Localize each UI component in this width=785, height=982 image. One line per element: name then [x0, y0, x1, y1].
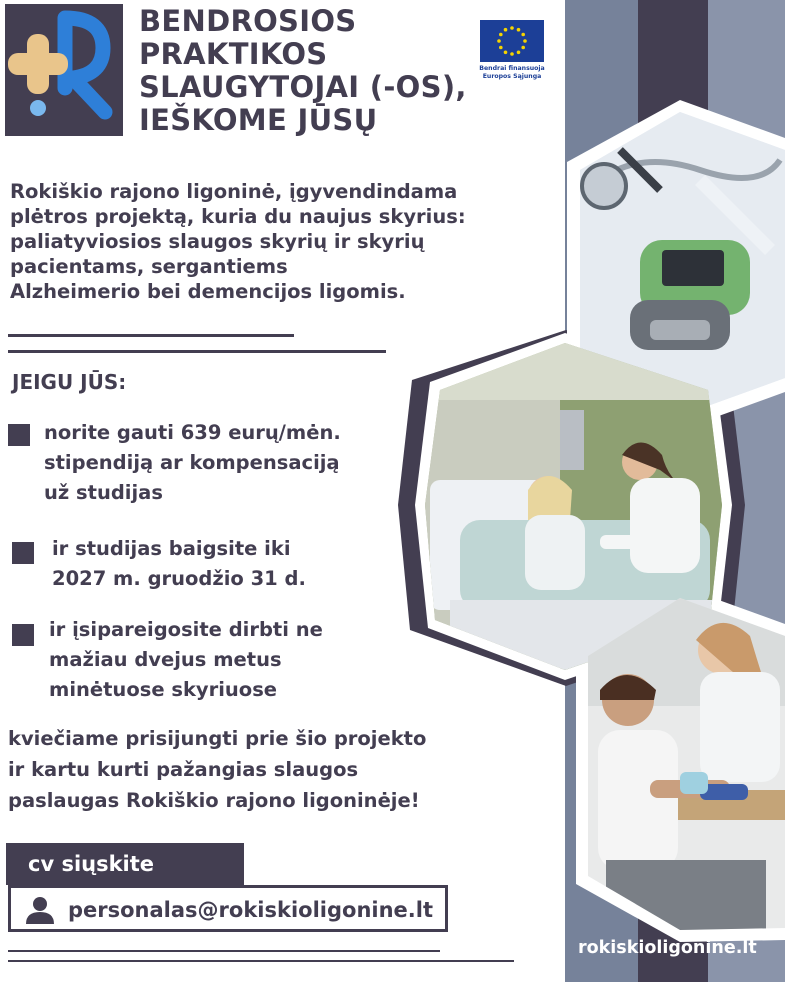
bullet-square-icon: [8, 424, 30, 446]
closing-line: ir kartu kurti pažangias slaugos: [8, 758, 359, 781]
condition-line: minėtuose skyriuose: [49, 678, 278, 701]
title-line: BENDROSIOS: [139, 4, 357, 38]
divider-line: [8, 350, 386, 353]
intro-paragraph: [10, 179, 570, 304]
email-address-link[interactable]: personalas@rokiskioligonine.lt: [68, 898, 433, 922]
closing-paragraph: [8, 723, 426, 816]
website-link[interactable]: rokiskioligonine.lt: [578, 938, 757, 958]
conditions-heading: JEIGU JŪS:: [12, 370, 127, 394]
condition-text: [44, 418, 341, 508]
intro-line: Rokiškio rajono ligoninė, įgyvendindama: [10, 180, 458, 203]
hospital-logo: [5, 4, 123, 136]
intro-line: Alzheimerio bei demencijos ligomis.: [10, 280, 406, 303]
eu-flag-icon: [480, 20, 544, 62]
condition-text: [52, 534, 306, 594]
intro-line: pacientams, sergantiems: [10, 255, 288, 278]
divider-line: [8, 334, 294, 337]
eu-caption: [478, 65, 546, 80]
eu-cofunding-badge: [478, 20, 546, 80]
title-line: IEŠKOME JŪSŲ: [139, 103, 378, 137]
condition-text: [49, 615, 323, 705]
divider-line: [8, 960, 514, 962]
email-contact-box[interactable]: [8, 885, 448, 932]
condition-line: norite gauti 639 eurų/mėn.: [44, 421, 341, 444]
poster-title: [139, 5, 499, 137]
closing-line: kviečiame prisijungti prie šio projekto: [8, 727, 427, 750]
condition-line: mažiau dvejus metus: [49, 648, 282, 671]
hospital-cross-r-logo-icon: [5, 4, 123, 136]
eu-caption-line: Europos Sąjunga: [482, 72, 542, 80]
title-line: SLAUGYTOJAI (-OS),: [139, 70, 467, 104]
intro-line: plėtros projektą, kuria du naujus skyrius:: [10, 205, 466, 228]
condition-line: ir įsipareigosite dirbti ne: [49, 618, 323, 641]
cv-label: cv siųskite: [6, 843, 244, 885]
person-icon: [25, 896, 55, 924]
title-line: PRAKTIKOS: [139, 37, 328, 71]
condition-line: už studijas: [44, 481, 163, 504]
intro-line: paliatyviosios slaugos skyrių ir skyrių: [10, 230, 425, 253]
condition-line: 2027 m. gruodžio 31 d.: [52, 567, 306, 590]
eu-caption-line: Bendrai finansuoja: [479, 65, 545, 72]
bullet-square-icon: [12, 624, 34, 646]
closing-line: paslaugas Rokiškio rajono ligoninėje!: [8, 789, 420, 812]
condition-line: stipendiją ar kompensaciją: [44, 451, 340, 474]
condition-line: ir studijas baigsite iki: [52, 537, 291, 560]
bullet-square-icon: [12, 542, 34, 564]
divider-line: [8, 950, 440, 952]
